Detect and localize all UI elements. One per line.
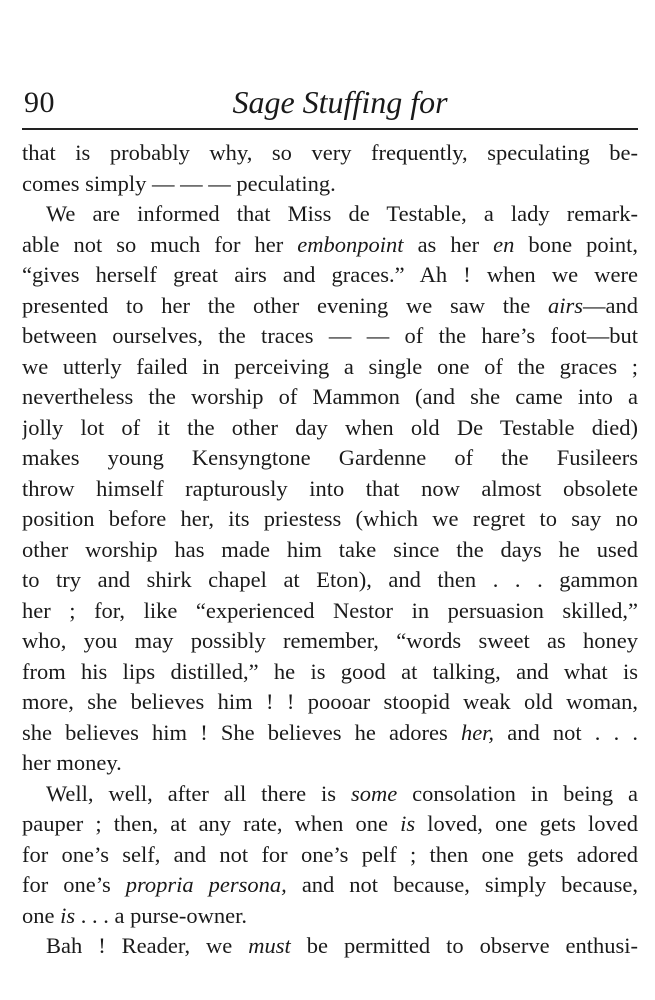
text-line [22,931,638,962]
text-span: able not so much for her [22,231,298,257]
italic-text: her, [460,719,495,745]
text-line [22,291,638,322]
page-header [22,82,638,122]
text-line: her money. [22,750,122,775]
text-span: Well, well, after all there is [46,780,351,806]
text-line: to try and shirk chapel at Eton), and then . . . gammon [22,567,638,592]
text-line: We are informed that Miss de Testable, a lady remark- [46,201,638,226]
text-line: between ourselves, the traces — — of the hare’s foot—but [22,323,638,348]
italic-text: airs [547,292,583,318]
page-number: 90 [24,86,55,119]
text-line [22,779,638,810]
text-line [22,230,638,261]
text-span: and not because, simply because, [286,872,638,897]
text-span: be permitted to observe enthusi- [290,933,638,958]
text-span: pauper ; then, at any rate, when one [22,811,401,836]
header-rule [22,128,638,130]
text-line [22,809,638,840]
text-line [22,718,638,749]
italic-text: en [493,231,515,257]
italic-text: must [248,933,291,958]
text-line: throw himself rapturously into that now almost obsolete [22,475,638,501]
text-line: more, she believes him ! ! poooar stoopid weak old woman, [22,689,638,714]
body-text [22,138,638,962]
text-line: makes young Kensyngtone Gardenne of the Fusileers [22,445,638,470]
text-span: —and [583,292,638,318]
italic-text: embonpoint [297,231,404,257]
running-title: Sage Stuffing for [232,84,448,120]
book-page [22,0,638,1000]
text-line: position before her, its priestess (which we regret to say no [22,506,638,531]
text-span: Bah ! Reader, we [46,933,249,958]
text-span: consolation in being a [397,780,638,806]
text-line: other worship has made him take since the days he used [22,536,638,562]
text-line [22,870,638,901]
italic-text: some [350,780,398,806]
text-span: as her [403,231,494,257]
text-line: for one’s self, and not for one’s pelf ; then one gets adored [22,841,638,867]
italic-text: propria persona, [125,872,287,897]
text-span: one [22,902,61,928]
text-span: for one’s [22,872,126,897]
text-line: from his lips distilled,” he is good at talking, and what is [22,658,638,684]
text-line: “gives herself great airs and graces.” Ah ! when we were [22,262,638,287]
text-span: presented to her the other evening we saw the [22,292,548,318]
text-span: bone point, [514,231,638,257]
text-span: she believes him ! She believes he adores [22,719,461,745]
text-line: jolly lot of it the other day when old De Testable died) [22,414,638,440]
text-line: we utterly failed in perceiving a single one of the graces ; [22,353,638,379]
italic-text: is [60,902,76,928]
text-line: who, you may possibly remember, “words sweet as honey [22,628,638,653]
text-span: . . . a purse-owner. [75,902,247,928]
text-line [22,901,638,932]
text-span: loved, one gets loved [415,811,638,836]
text-line: comes simply — — — peculating. [22,170,336,196]
text-line: nevertheless the worship of Mammon (and she came into a [22,384,638,409]
text-line: that is probably why, so very frequently, speculating be- [22,140,638,165]
italic-text: is [400,811,416,836]
text-line: her ; for, like “experienced Nestor in persuasion skilled,” [22,597,638,623]
text-span: and not . . . [494,719,638,745]
